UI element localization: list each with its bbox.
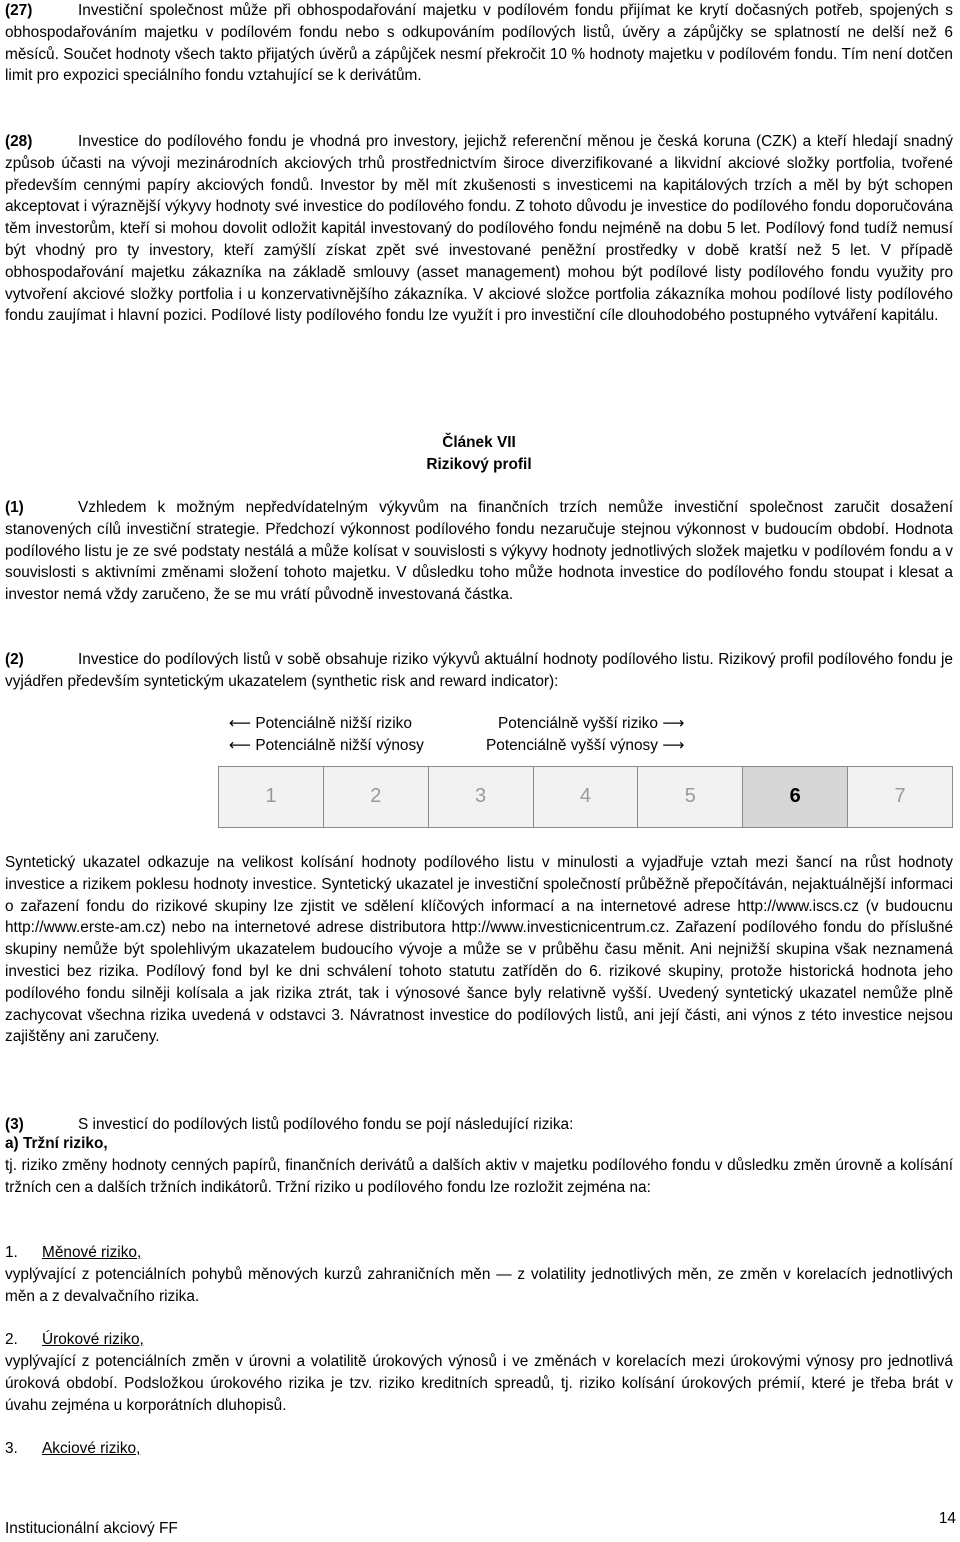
paragraph-number: (28)	[5, 133, 33, 150]
risk-paragraph-1	[5, 497, 953, 606]
interest-risk-heading	[5, 1329, 953, 1351]
list-number: 2.	[5, 1331, 18, 1348]
list-title: Akciové riziko,	[42, 1440, 141, 1457]
footer-fund-name: Institucionální akciový FF	[5, 1520, 178, 1537]
synthetic-indicator-paragraph: Syntetický ukazatel odkazuje na velikost kolísání hodnoty podílového listu v minulosti a vyjadřuje vztah mezi šancí na růst hodnoty investice a rizikem poklesu hodnoty investice. Syntetický ukazatel je investiční společností průběžně přepočítáván, nejaktuálnější informaci o zařazení fondu do rizikové skupiny lze zjistit ve sdělení klíčových informací a na internetové adrese http://www.iscs.cz (v budoucnu http://www.erste-am.cz) nebo na internetové adrese distributora http://www.investicnicentrum.cz. Zařazení podílového fondu do příslušné skupiny nemůže být spolehlivým ukazatelem budoucího vývoje a může se v průběhu času měnit. Ani nejnižší skupina však neznamená investici bez rizika. Podílový fond byl ke dni schválení tohoto statutu zatříděn do 6. rizikové skupiny, protože historická hodnota jeho podílového fondu silněji kolísala a jak rizika ztrát, tak i výnosové šance byly relativně vyšší. Uvedený syntetický ukazatel nemůže plně zachycovat všechna rizika uvedená v odstavci 3. Návratnost investice do podílových listů, ani její části, ani výnos z této investice nejsou zajištěny ani zaručeny.	[5, 854, 953, 1046]
paragraph-text: Investice do podílového fondu je vhodná pro investory, jejichž referenční měnou je česká koruna (CZK) a kteří hledají snadný způsob účasti na vývoji mezinárodních akciových trhů prostřednictvím široce diverzifikované a likvidní akciové složky portfolia, tvořené především cennými papíry akciových fondů. Investor by měl mít zkušenosti s investicemi na kapitálových trzích a měl by být schopen akceptovat i výraznější výkyvy hodnoty své investice do podílového fondu. Z tohoto důvodu je investice do podílového fondu doporučována těm investorům, kteří si mohou dovolit odložit kapitál investovaný do podílového fondu nejméně na dobu 5 let. Podílový fond tudíž nemusí být vhodný pro ty investory, kteří zamýšlí získat zpět své investované peněžní prostředky v době kratší než 5 let. V případě obhospodařování majetku zákazníka na základě smlouvy (asset management) mohou být podílové listy podílového fondu využity pro vytvoření akciové složky portfolia i u konzervativnějšího zákazníka. V akciové složce portfolia zákazníka mohou podílové listy podílového fondu zaujímat i hlavní pozici. Podílové listy podílového fondu lze využít i pro investiční cíle dlouhodobého postupného vytváření kapitálu.	[5, 133, 953, 325]
risk-scale-table	[218, 766, 953, 828]
article-number: Článek VII	[442, 434, 516, 451]
paragraph-number: (27)	[5, 2, 33, 19]
paragraph-text: Investice do podílových listů v sobě obsahuje riziko výkyvů aktuální hodnoty podílového listu. Rizikový profil podílového fondu je vyjádřen především syntetickým ukazatelem (synthetic risk and reward indicator):	[5, 651, 953, 690]
list-title: Měnové riziko,	[42, 1244, 142, 1261]
paragraph-28	[5, 131, 953, 327]
higher-risk-label: Potenciálně vyšší riziko ⟶	[498, 715, 685, 732]
list-title: Úrokové riziko,	[42, 1331, 144, 1348]
risk-paragraph-2	[5, 649, 953, 693]
paragraph-number: (3)	[5, 1116, 24, 1133]
risk-scale-row	[219, 767, 953, 828]
currency-risk-text: vyplývající z potenciálních pohybů měnových kurzů zahraničních měn — z volatility jednotlivých měn, ze změn v korelacích jednotlivých měn a z devalvačního rizika.	[5, 1266, 953, 1305]
list-number: 3.	[5, 1440, 18, 1457]
list-number: 1.	[5, 1244, 18, 1261]
paragraph-27	[5, 0, 953, 87]
paragraph-number: (1)	[5, 499, 24, 516]
footer-page-number: 14	[938, 1510, 956, 1527]
interest-risk-text: vyplývající z potenciálních změn v úrovni a volatilitě úrokových výnosů i ve změnách v korelacích mezi úrokovými výnosy pro jednotlivá úroková období. Podsložkou úrokového rizika je tzv. riziko kreditních spreadů, tj. riziko kolísání úrokových prémií, které je třeba brát v úvahu zejména u korporátních dluhopisů.	[5, 1353, 953, 1414]
market-risk-heading: a) Tržní riziko,	[5, 1135, 108, 1152]
currency-risk-heading	[5, 1242, 953, 1264]
equity-risk-heading	[5, 1438, 953, 1460]
lower-risk-label: ⟵ Potenciálně nižší riziko	[229, 715, 412, 732]
article-title: Rizikový profil	[426, 455, 532, 473]
paragraph-text: Vzhledem k možným nepředvídatelným výkyvům na finančních trzích nemůže investiční společnost zaručit dosažení stanovených cílů investiční strategie. Předchozí výkonnost podílového fondu nezaručuje stejnou výkonnost v budoucím období. Hodnota podílového listu je ze své podstaty nestálá a může kolísat v souvislosti s výkyvy hodnoty jednotlivých složek majetku v podílovém fondu a v souvislosti s aktivními změnami složení tohoto majetku. V důsledku toho může hodnota investice do podílového fondu stoupat i klesat a investor nemá vždy zaručeno, že se mu vrátí původně investovaná částka.	[5, 499, 953, 604]
risk-level-1: 1	[219, 767, 324, 828]
higher-return-label: Potenciálně vyšší výnosy ⟶	[486, 737, 685, 754]
market-risk-text: tj. riziko změny hodnoty cenných papírů, finančních derivátů a dalších aktiv v majetku podílového fondu v důsledku změn úrovně a kolísání tržních cen a dalších tržních indikátorů. Tržní riziko u podílového fondu lze rozložit zejména na:	[5, 1157, 953, 1196]
risk-scale-labels	[5, 713, 953, 757]
paragraph-text: Investiční společnost může při obhospodařování majetku v podílovém fondu přijímat ke krytí dočasných potřeb, spojených s obhospodařováním majetku v podílovém fondu nebo s odkupováním podílových listů, úvěry a zápůjčky se splatností ne delší než 6 měsíců. Součet hodnoty všech takto přijatých úvěrů a zápůjček nesmí překročit 10 % hodnoty majetku v podílovém fondu. Tím není dotčen limit pro expozici speciálního fondu vztahující se k derivátům.	[5, 2, 953, 85]
risk-level-2: 2	[323, 767, 428, 828]
lower-return-label: ⟵ Potenciálně nižší výnosy	[229, 737, 424, 754]
risk-level-4: 4	[533, 767, 638, 828]
paragraph-number: (2)	[5, 651, 24, 668]
risk-level-3: 3	[428, 767, 533, 828]
risk-level-7: 7	[848, 767, 953, 828]
risk-level-6: 6	[743, 767, 848, 828]
paragraph-text: S investicí do podílových listů podílového fondu se pojí následující rizika:	[78, 1116, 574, 1133]
article-heading	[5, 432, 953, 476]
risk-level-5: 5	[638, 767, 743, 828]
